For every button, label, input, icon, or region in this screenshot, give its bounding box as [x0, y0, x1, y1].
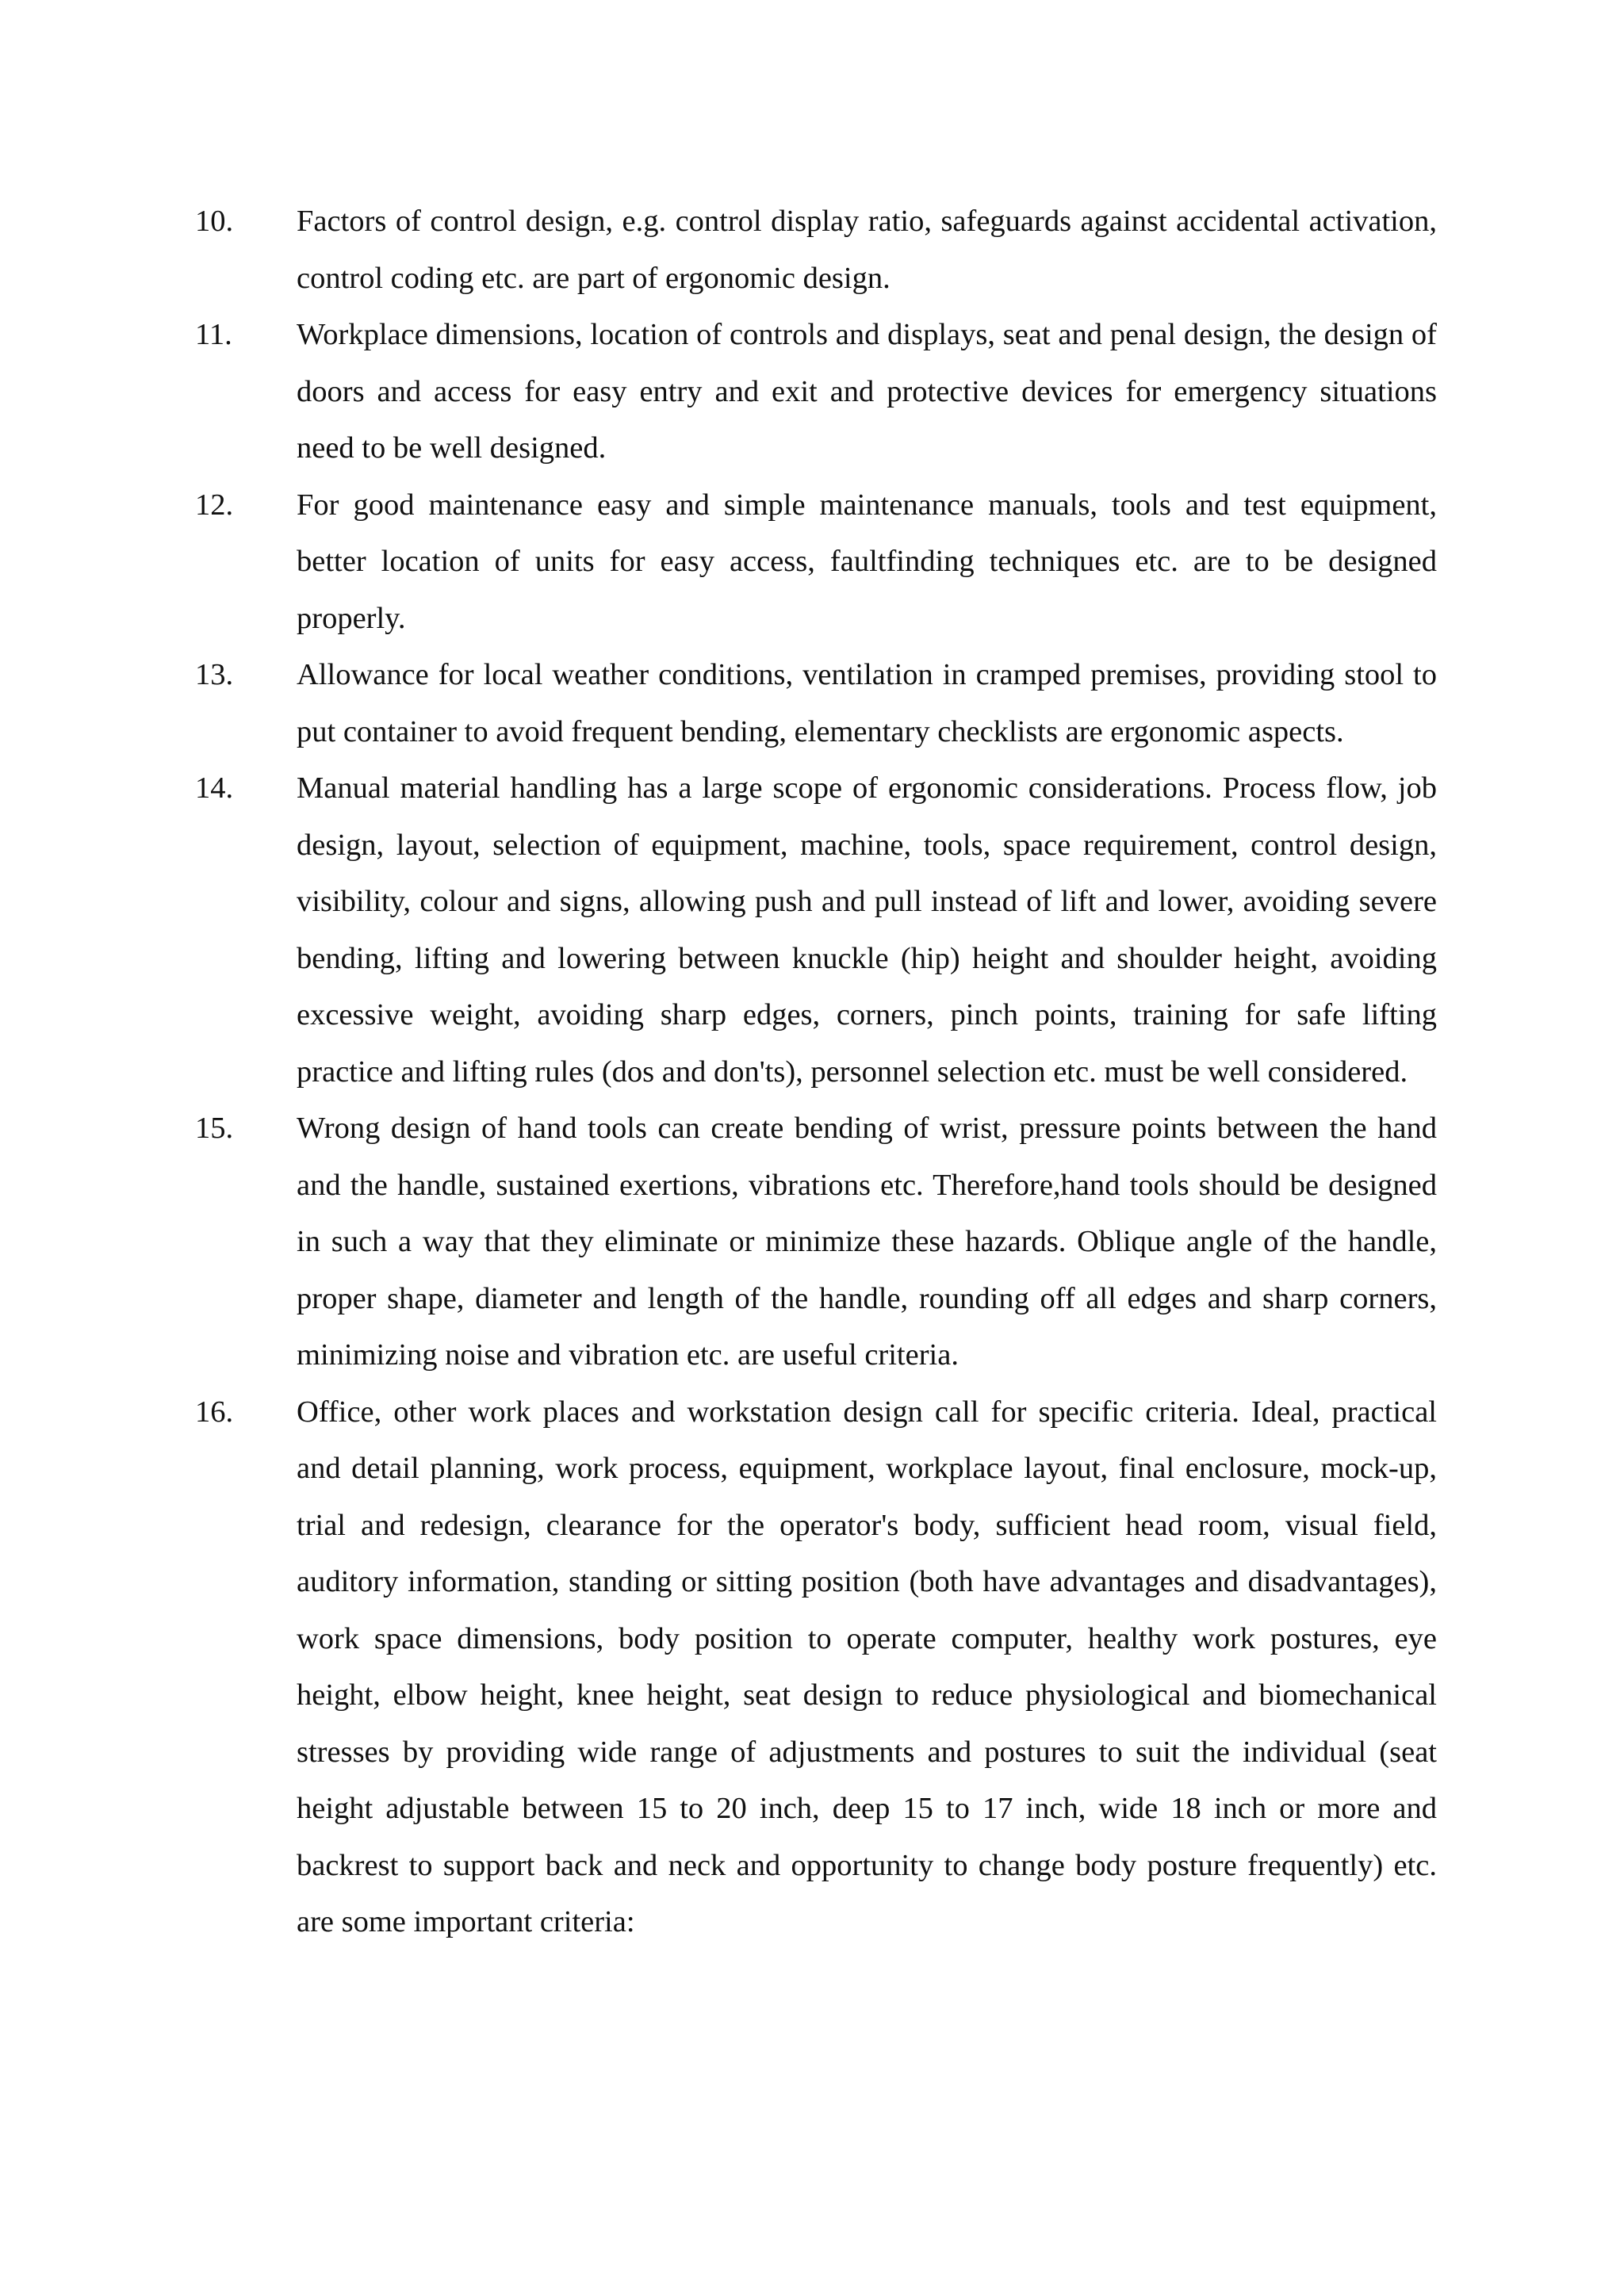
numbered-list	[195, 193, 1437, 1951]
list-item	[195, 307, 1437, 477]
item-text: Office, other work places and workstation design call for specific criteria. Ideal, practical and detail planning, work process, equipment, workplace layout, final enclosure, mock-up, trial and redesign, clearance for the operator's body, sufficient head room, visual field, auditory information, standing or sitting position (both have advantages and disadvantages), work space dimensions, body position to operate computer, healthy work postures, eye height, elbow height, knee height, seat design to reduce physiological and biomechanical stresses by providing wide range of adjustments and postures to suit the individual (seat height adjustable between 15 to 20 inch, deep 15 to 17 inch, wide 18 inch or more and backrest to support back and neck and opportunity to change body posture frequently) etc. are some important criteria:	[297, 1395, 1437, 1938]
item-text: Manual material handling has a large scope of ergonomic considerations. Process flow, job design, layout, selection of equipment, machine, tools, space requirement, control design, visibility, colour and signs, allowing push and pull instead of lift and lower, avoiding severe bending, lifting and lowering between knuckle (hip) height and shoulder height, avoiding excessive weight, avoiding sharp edges, corners, pinch points, training for safe lifting practice and lifting rules (dos and don'ts), personnel selection etc. must be well considered.	[297, 771, 1437, 1089]
list-item	[195, 193, 1437, 307]
list-item	[195, 477, 1437, 648]
item-number: 11.	[195, 318, 232, 351]
item-text: Allowance for local weather conditions, ventilation in cramped premises, providing stool to put container to avoid frequent bending, elementary checklists are ergonomic aspects.	[297, 658, 1437, 748]
list-item	[195, 1100, 1437, 1384]
item-number: 14.	[195, 771, 234, 805]
item-number: 12.	[195, 488, 234, 522]
item-number: 16.	[195, 1395, 234, 1429]
list-item	[195, 647, 1437, 760]
item-number: 13.	[195, 658, 234, 691]
list-item	[195, 1384, 1437, 1951]
item-text: Wrong design of hand tools can create bending of wrist, pressure points between the hand and the handle, sustained exertions, vibrations etc. Therefore,hand tools should be designed in such a way that they eliminate or minimize these hazards. Oblique angle of the handle, proper shape, diameter and length of the handle, rounding off all edges and sharp corners, minimizing noise and vibration etc. are useful criteria.	[297, 1112, 1437, 1372]
item-text: Workplace dimensions, location of controls and displays, seat and penal design, the design of doors and access for easy entry and exit and protective devices for emergency situations need to be well designed.	[297, 318, 1437, 465]
item-text: Factors of control design, e.g. control display ratio, safeguards against accidental activation, control coding etc. are part of ergonomic design.	[297, 205, 1437, 295]
item-number: 15.	[195, 1112, 234, 1145]
list-item	[195, 760, 1437, 1100]
item-number: 10.	[195, 205, 234, 238]
item-text: For good maintenance easy and simple maintenance manuals, tools and test equipment, better location of units for easy access, faultfinding techniques etc. are to be designed properly.	[297, 488, 1437, 635]
